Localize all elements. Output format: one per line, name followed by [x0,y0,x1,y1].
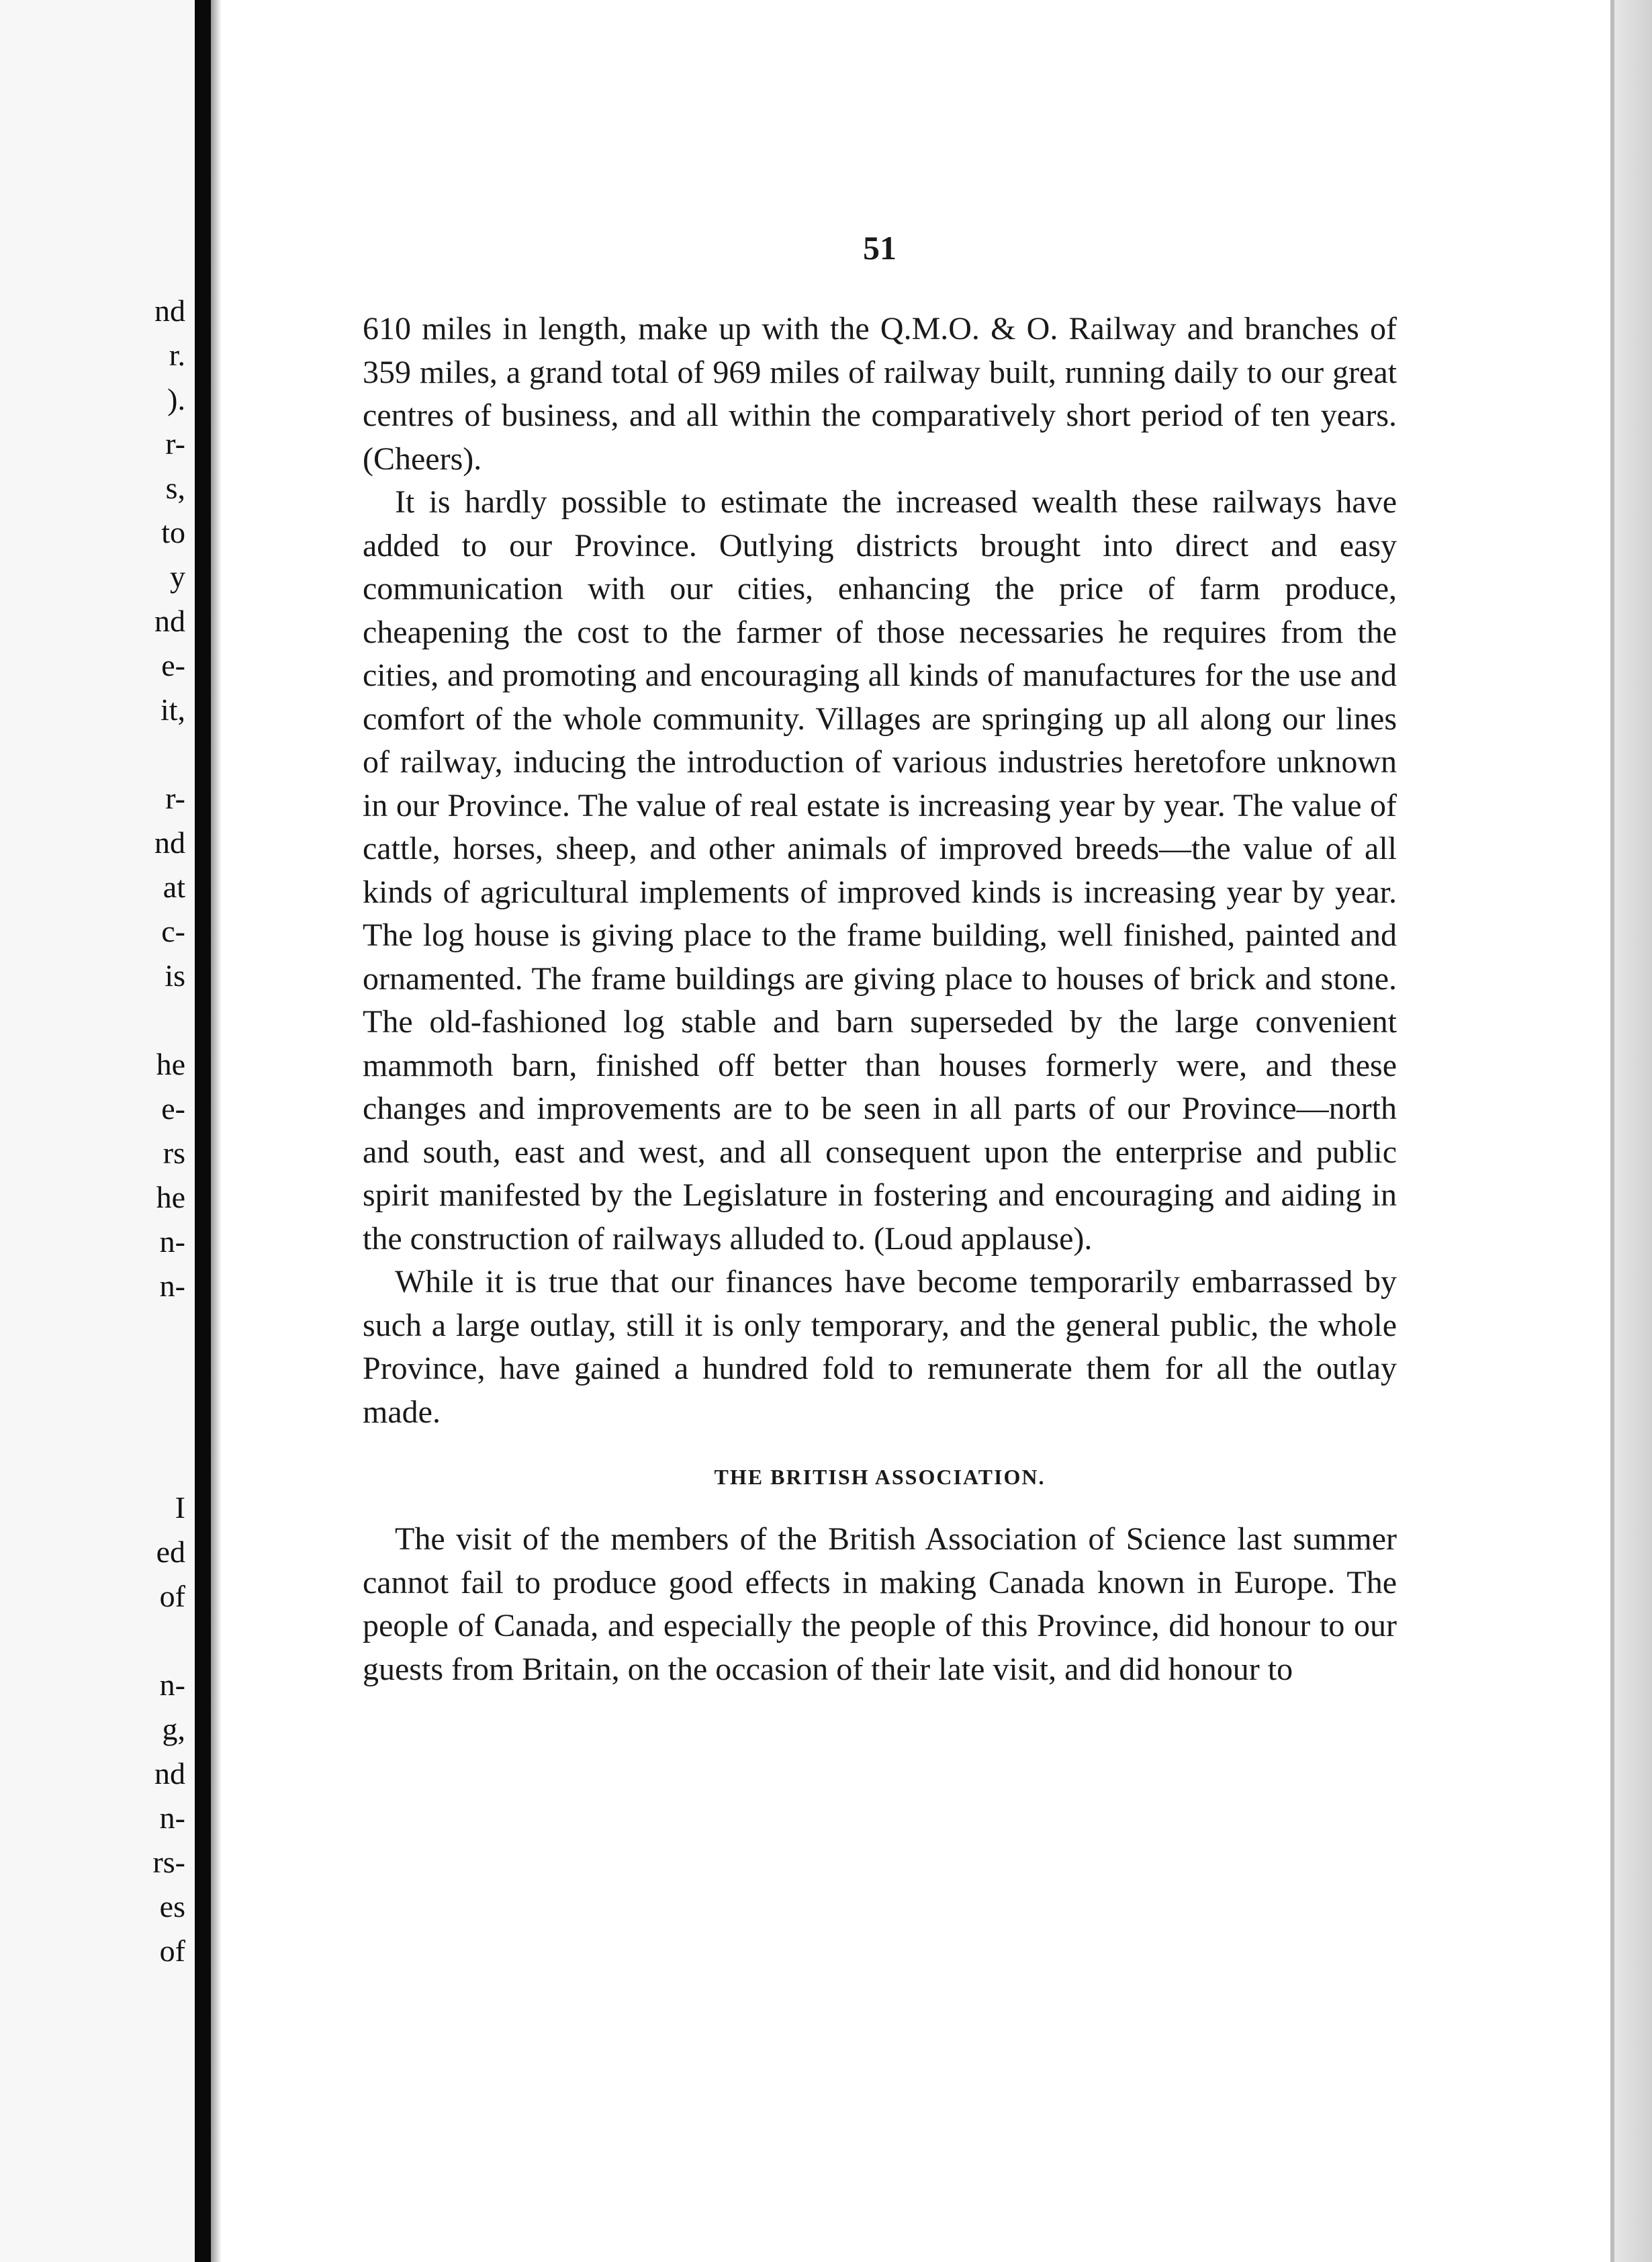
left-fragment [152,998,185,1042]
left-fragment [152,1619,185,1663]
left-fragment: e- [161,1091,185,1126]
left-fragment: at [163,870,185,904]
left-fragment: n- [159,1668,185,1702]
left-fragment: nd [154,604,185,638]
left-fragment [152,1308,185,1353]
section-heading: THE BRITISH ASSOCIATION. [714,1465,1046,1489]
left-fragment: nd [154,293,185,328]
paragraph: It is hardly possible to estimate the increased wealth these railways have added to our Province. Outlying districts brought into direct and easy communication with our cities, enhancing the price of farm produce, cheapening the cost to the farmer of those necessaries he requires from the cities, and promoting and encouraging all kinds of manufactures for the use and comfort of the whole community. Villages are springing up all along our lines of railway, inducing the introduction of various industries heretofore unknown in our Province. The value of real estate is increasing year by year. The value of cattle, horses, sheep, and other animals of improved breeds—the value of all kinds of agricultural implements of improved kinds is increasing year by year. The log house is giving place to the frame building, well finished, painted and ornamented. The frame buildings are giving place to houses of brick and stone. The old-fashioned log stable and barn superseded by the large convenient mammoth barn, finished off better than houses formerly were, and these changes and improvements are to be seen in all parts of our Province—north and south, east and west, and all consequent upon the enterprise and public spirit manifested by the Legislature in fostering and encouraging and aiding in the construction of railways alluded to. (Loud applause). [363,484,1397,1257]
left-fragment [152,1441,185,1486]
left-fragment: is [165,958,185,993]
left-fragment: nd [154,1756,185,1791]
left-fragment: to [161,515,185,549]
left-fragment: r- [165,781,185,815]
left-fragment: c- [161,914,185,948]
left-fragment: nd [154,825,185,860]
left-fragment: r- [165,426,185,461]
left-fragment: n- [159,1801,185,1835]
left-fragment: n- [159,1224,185,1259]
main-page [363,228,1397,1691]
left-fragment: es [159,1889,185,1924]
left-fragment: ed [156,1535,185,1569]
gutter-shadow [211,0,222,2262]
paragraph: While it is true that our finances have become temporarily embarrassed by such a large outlay, still it is only temporary, and the general public, the whole Province, have gained a hundred fold to remunerate them for all the outlay made. [363,1264,1397,1430]
paragraph: The visit of the members of the British Association of Science last summer cannot fail to produce good effects in making Canada known in Europe. The people of Canada, and especially the people of this Province, did honour to our guests from Britain, on the occasion of their late visit, and did honour to [363,1521,1397,1687]
left-fragment: I [175,1490,185,1525]
left-fragment: y [170,559,185,594]
left-fragment: ). [167,382,185,416]
left-facing-page [0,0,195,2262]
left-fragment: rs- [152,1845,185,1879]
left-fragment: e- [161,648,185,682]
page-number: 51 [863,229,897,267]
body-text [363,308,1397,1691]
book-gutter [195,0,211,2262]
paragraph: 610 miles in length, make up with the Q.M.O. & O. Railway and branches of 359 miles, a grand total of 969 miles of railway built, running daily to our great centres of business, and all within the comparatively short period of ten years. (Cheers). [363,311,1397,477]
left-fragment: he [156,1047,185,1081]
left-fragment: of [159,1934,185,1968]
left-fragment: it, [160,692,185,727]
left-fragment: he [156,1180,185,1214]
left-page-text-fragments [152,289,185,1973]
right-page-edge [1610,0,1652,2262]
left-fragment: r. [169,338,185,372]
left-fragment [152,732,185,776]
left-fragment [152,1397,185,1441]
left-fragment [152,1353,185,1397]
left-fragment: of [159,1579,185,1613]
left-fragment: g, [162,1712,185,1746]
left-fragment: rs [163,1136,185,1170]
left-fragment: n- [159,1269,185,1303]
left-fragment: s, [165,471,185,505]
